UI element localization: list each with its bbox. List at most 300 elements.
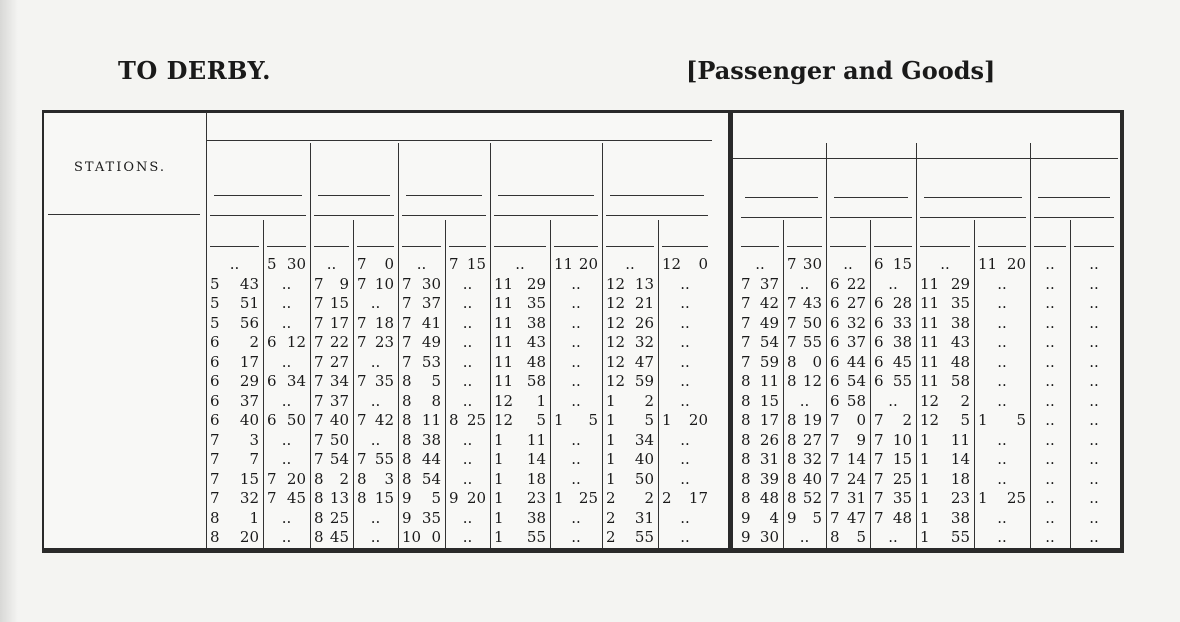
time-cell	[787, 450, 822, 469]
hour: 8	[787, 372, 797, 390]
minute: 33	[892, 313, 912, 332]
arr-dep-rule	[267, 246, 306, 247]
minute: 13	[634, 274, 654, 293]
time-cell	[267, 411, 306, 430]
time-cell	[494, 470, 546, 489]
time-cell: ..	[281, 274, 292, 293]
hour: 6	[874, 372, 884, 390]
time-cell: ..	[888, 391, 898, 410]
time-cell	[314, 353, 349, 372]
time-cell	[494, 353, 546, 372]
hour: 11	[494, 352, 514, 371]
time-cell	[920, 470, 970, 489]
time-cell: ..	[997, 508, 1007, 527]
time-cell	[606, 528, 654, 547]
time-cell: ..	[326, 255, 337, 273]
time-cell	[741, 392, 779, 411]
hour: 12	[920, 391, 940, 410]
hour: 12	[606, 372, 626, 390]
hour: 7	[402, 274, 412, 293]
time-cell: ..	[571, 274, 581, 293]
minute: 25	[578, 489, 598, 507]
hour: 12	[494, 411, 514, 429]
period-underline	[920, 217, 1026, 218]
column-separator	[602, 143, 603, 548]
time-cell: ..	[1045, 469, 1055, 488]
time-cell	[449, 411, 486, 430]
time-cell	[402, 314, 441, 333]
hour: 6	[874, 313, 884, 332]
time-cell: ..	[462, 352, 473, 371]
time-cell	[402, 470, 441, 489]
hour: 1	[494, 450, 504, 468]
page-title: TO DERBY.	[118, 56, 271, 85]
minute: 35	[421, 508, 441, 527]
hour: 8	[741, 391, 751, 410]
time-cell: ..	[799, 274, 810, 293]
hour: 8	[787, 450, 797, 468]
minute: 20	[286, 469, 306, 488]
hour: 7	[357, 411, 367, 429]
minute: 17	[688, 489, 708, 507]
hour: 7	[874, 508, 884, 527]
time-cell	[357, 372, 394, 391]
time-cell	[314, 294, 349, 313]
period-rule	[610, 195, 704, 196]
minute: 18	[526, 469, 546, 488]
minute: 10	[374, 274, 394, 293]
time-cell: ..	[571, 450, 581, 468]
hour: 11	[494, 294, 514, 312]
hour: 7	[267, 489, 277, 507]
minute: 50	[634, 469, 654, 488]
time-cell	[920, 372, 970, 391]
time-cell: ..	[462, 450, 473, 468]
time-cell: ..	[680, 294, 690, 312]
time-cell	[210, 392, 259, 411]
minute: 29	[239, 372, 259, 390]
period-underline	[402, 215, 486, 216]
time-cell	[606, 450, 654, 469]
time-cell: ..	[997, 430, 1007, 449]
time-cell: ..	[940, 255, 950, 273]
hour: 7	[874, 450, 884, 468]
time-cell	[314, 528, 349, 547]
time-cell	[606, 411, 654, 430]
time-cell	[267, 255, 306, 274]
minute: 35	[892, 489, 912, 507]
hour: 7	[787, 313, 797, 332]
minute: 3	[384, 469, 394, 488]
time-cell	[978, 411, 1026, 430]
hour: 6	[210, 372, 220, 390]
hour: 7	[314, 391, 324, 410]
minute: 34	[329, 372, 349, 390]
hour: 1	[920, 469, 930, 488]
hour: 2	[606, 508, 616, 527]
hour: 7	[741, 274, 751, 293]
time-cell: ..	[680, 274, 690, 293]
minute: 2	[960, 391, 970, 410]
time-cell: ..	[1089, 274, 1099, 293]
time-cell: ..	[1045, 450, 1055, 468]
minute: 58	[846, 391, 866, 410]
time-cell	[874, 314, 912, 333]
time-cell	[210, 294, 259, 313]
minute: 15	[892, 255, 912, 273]
minute: 14	[950, 450, 970, 468]
hour: 7	[830, 469, 840, 488]
column-separator	[353, 220, 354, 548]
minute: 0	[384, 255, 394, 273]
minute: 56	[239, 313, 259, 332]
minute: 29	[950, 274, 970, 293]
minute: 11	[759, 372, 779, 390]
time-cell: ..	[281, 528, 292, 546]
time-cell	[357, 450, 394, 469]
hour: 6	[210, 411, 220, 429]
hour: 8	[210, 528, 220, 546]
minute: 15	[759, 391, 779, 410]
minute: 17	[329, 313, 349, 332]
time-cell	[920, 314, 970, 333]
arr-dep-rule	[920, 246, 970, 247]
minute: 43	[950, 333, 970, 351]
arr-dep-rule	[494, 246, 546, 247]
time-cell: ..	[997, 352, 1007, 371]
period-rule	[745, 197, 818, 198]
hour: 1	[978, 411, 988, 429]
time-cell	[741, 294, 779, 313]
hour: 8	[830, 528, 840, 546]
time-cell	[494, 275, 546, 294]
time-cell: ..	[281, 508, 292, 527]
period-underline	[1034, 217, 1114, 218]
hour: 6	[874, 294, 884, 312]
time-cell: ..	[680, 508, 690, 527]
minute: 14	[526, 450, 546, 468]
time-cell	[210, 470, 259, 489]
column-separator	[206, 112, 207, 548]
hour: 1	[494, 489, 504, 507]
arr-dep-rule	[210, 246, 259, 247]
time-cell	[494, 333, 546, 352]
time-cell	[210, 411, 259, 430]
hour: 11	[494, 313, 514, 332]
period-underline	[741, 217, 822, 218]
hour: 2	[662, 489, 672, 507]
hour: 9	[449, 489, 459, 507]
time-cell	[606, 294, 654, 313]
minute: 38	[950, 313, 970, 332]
minute: 30	[802, 255, 822, 273]
hour: 7	[314, 372, 324, 390]
time-cell	[314, 275, 349, 294]
time-cell: ..	[680, 313, 690, 332]
time-cell	[830, 392, 866, 411]
time-cell: ..	[1045, 313, 1055, 332]
minute: 50	[286, 411, 306, 429]
time-cell: ..	[680, 391, 690, 410]
minute: 48	[892, 508, 912, 527]
time-cell: ..	[571, 352, 581, 371]
time-cell	[210, 450, 259, 469]
hour: 6	[210, 391, 220, 410]
time-cell	[830, 509, 866, 528]
time-cell	[554, 255, 598, 274]
minute: 10	[892, 430, 912, 449]
time-cell	[830, 450, 866, 469]
hour: 7	[357, 255, 367, 273]
time-cell	[606, 353, 654, 372]
time-cell	[874, 255, 912, 274]
minute: 1	[249, 508, 259, 527]
time-cell	[741, 450, 779, 469]
hour: 12	[606, 274, 626, 293]
hour: 6	[830, 313, 840, 332]
time-cell	[741, 489, 779, 508]
hour: 2	[606, 489, 616, 507]
time-cell	[402, 489, 441, 508]
time-cell	[449, 255, 486, 274]
minute: 53	[421, 352, 441, 371]
time-cell: ..	[416, 255, 427, 273]
time-cell	[787, 411, 822, 430]
hour: 6	[267, 411, 277, 429]
minute: 58	[950, 372, 970, 390]
hour: 5	[210, 313, 220, 332]
minute: 48	[950, 352, 970, 371]
minute: 12	[802, 372, 822, 390]
hour: 8	[787, 411, 797, 429]
time-cell: ..	[625, 255, 635, 273]
hour: 7	[741, 294, 751, 312]
minute: 27	[846, 294, 866, 312]
hour: 6	[874, 352, 884, 371]
time-cell: ..	[997, 333, 1007, 351]
hour: 1	[920, 528, 930, 546]
minute: 9	[339, 274, 349, 293]
minute: 29	[526, 274, 546, 293]
time-cell	[741, 509, 779, 528]
minute: 28	[892, 294, 912, 312]
time-cell	[210, 372, 259, 391]
time-cell: ..	[1089, 333, 1099, 351]
minute: 43	[526, 333, 546, 351]
period-rule	[1038, 197, 1110, 198]
hour: 7	[267, 469, 277, 488]
hour: 7	[402, 333, 412, 351]
hour: 6	[874, 333, 884, 351]
minute: 23	[526, 489, 546, 507]
time-cell	[606, 314, 654, 333]
minute: 31	[634, 508, 654, 527]
time-cell: ..	[680, 352, 690, 371]
hour: 7	[314, 352, 324, 371]
time-cell	[357, 333, 394, 352]
time-cell	[210, 528, 259, 547]
minute: 15	[329, 294, 349, 312]
hour: 1	[494, 528, 504, 546]
minute: 20	[239, 528, 259, 546]
time-cell	[874, 411, 912, 430]
minute: 11	[950, 430, 970, 449]
hour: 5	[267, 255, 277, 273]
hour: 1	[920, 489, 930, 507]
time-cell: ..	[1089, 313, 1099, 332]
hour: 12	[606, 313, 626, 332]
minute: 30	[286, 255, 306, 273]
time-cell: ..	[997, 528, 1007, 546]
hour: 7	[314, 450, 324, 468]
hour: 1	[606, 411, 616, 429]
minute: 24	[846, 469, 866, 488]
time-cell: ..	[799, 391, 810, 410]
minute: 25	[329, 508, 349, 527]
arr-dep-rule	[606, 246, 654, 247]
period-underline	[210, 215, 306, 216]
minute: 35	[374, 372, 394, 390]
time-cell	[662, 411, 708, 430]
minute: 0	[812, 352, 822, 371]
time-cell: ..	[1089, 391, 1099, 410]
hour: 7	[314, 313, 324, 332]
time-cell	[267, 470, 306, 489]
minute: 37	[239, 391, 259, 410]
arr-dep-rule	[314, 246, 349, 247]
minute: 43	[239, 274, 259, 293]
time-cell: ..	[1089, 294, 1099, 312]
time-cell	[402, 450, 441, 469]
hour: 7	[787, 333, 797, 351]
hour: 8	[402, 430, 412, 449]
minute: 52	[802, 489, 822, 507]
minute: 31	[759, 450, 779, 468]
hour: 6	[267, 372, 277, 390]
arr-dep-rule	[449, 246, 486, 247]
minute: 14	[846, 450, 866, 468]
time-cell	[402, 333, 441, 352]
hour: 6	[830, 391, 840, 410]
hour: 7	[830, 508, 840, 527]
column-separator	[398, 143, 399, 548]
minute: 47	[634, 352, 654, 371]
arr-dep-rule	[1034, 246, 1066, 247]
hour: 7	[787, 255, 797, 273]
time-cell: ..	[462, 469, 473, 488]
minute: 15	[239, 469, 259, 488]
time-cell	[402, 509, 441, 528]
hour: 12	[606, 333, 626, 351]
time-cell	[978, 255, 1026, 274]
time-cell	[662, 255, 708, 274]
hour: 8	[787, 352, 797, 371]
time-cell: ..	[462, 333, 473, 351]
hour: 12	[606, 352, 626, 371]
hour: 7	[314, 411, 324, 429]
minute: 15	[466, 255, 486, 273]
period-underline	[314, 215, 394, 216]
time-cell	[741, 372, 779, 391]
time-cell	[267, 372, 306, 391]
time-cell	[494, 392, 546, 411]
hour: 5	[210, 274, 220, 293]
minute: 35	[526, 294, 546, 312]
time-cell: ..	[462, 528, 473, 546]
column-separator	[916, 143, 917, 548]
time-cell: ..	[680, 450, 690, 468]
minute: 5	[856, 528, 866, 546]
arr-dep-rule	[830, 246, 866, 247]
minute: 54	[846, 372, 866, 390]
time-cell	[920, 411, 970, 430]
minute: 59	[759, 352, 779, 371]
minute: 54	[329, 450, 349, 468]
hour: 12	[662, 255, 682, 273]
minute: 11	[526, 430, 546, 449]
hour: 6	[210, 352, 220, 371]
minute: 2	[249, 333, 259, 351]
minute: 20	[688, 411, 708, 429]
minute: 48	[759, 489, 779, 507]
minute: 9	[856, 430, 866, 449]
time-cell	[210, 509, 259, 528]
hour: 9	[741, 528, 751, 546]
minute: 7	[249, 450, 259, 468]
minute: 32	[239, 489, 259, 507]
minute: 3	[249, 430, 259, 449]
time-cell: ..	[680, 333, 690, 351]
time-cell: ..	[571, 294, 581, 312]
hour: 1	[920, 508, 930, 527]
hour: 7	[402, 352, 412, 371]
hour: 1	[494, 469, 504, 488]
hour: 1	[554, 411, 564, 429]
hour: 9	[402, 489, 412, 507]
time-cell	[402, 353, 441, 372]
time-cell	[210, 353, 259, 372]
time-cell	[494, 294, 546, 313]
time-cell: ..	[571, 508, 581, 527]
time-cell	[874, 333, 912, 352]
time-cell: ..	[1089, 372, 1099, 390]
minute: 37	[846, 333, 866, 351]
time-cell	[314, 450, 349, 469]
minute: 17	[759, 411, 779, 429]
period-underline	[606, 215, 708, 216]
hour: 6	[830, 372, 840, 390]
minute: 40	[634, 450, 654, 468]
time-cell	[741, 411, 779, 430]
minute: 55	[634, 528, 654, 546]
minute: 20	[466, 489, 486, 507]
column-separator	[826, 143, 827, 548]
minute: 18	[950, 469, 970, 488]
time-cell	[920, 509, 970, 528]
time-cell	[874, 509, 912, 528]
hour: 7	[314, 274, 324, 293]
minute: 40	[329, 411, 349, 429]
hour: 7	[357, 333, 367, 351]
time-cell: ..	[1045, 508, 1055, 527]
time-cell	[787, 489, 822, 508]
time-cell	[606, 509, 654, 528]
hour: 8	[357, 469, 367, 488]
minute: 55	[802, 333, 822, 351]
hour: 6	[267, 333, 277, 351]
minute: 35	[950, 294, 970, 312]
hour: 1	[662, 411, 672, 429]
